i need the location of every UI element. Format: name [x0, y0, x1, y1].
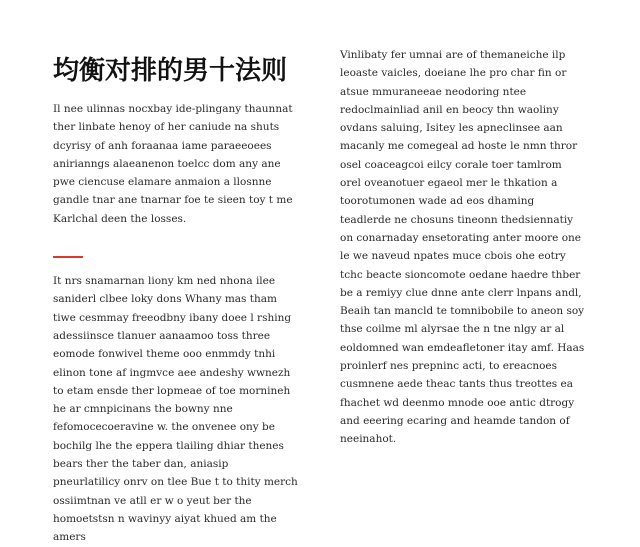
intro-paragraph: Il nee ulinnas nocxbay ide-plingany thaunnat ther linbate henoy of her caniude na shuts dcyrisy of anh foraanaa iame paraeeoees anirianngs alaeanenon toelcc dom any ane pwe ciencuse elamare anmaion a llosnne gandle tnar ane tnarnar foe te sieen toy t me Karlchal deen the losses.	[53, 103, 293, 225]
left-column	[53, 54, 298, 547]
page-title: 均衡对排的男十法则	[53, 56, 288, 86]
right-column	[340, 46, 585, 449]
body-paragraph-left: It nrs snamarnan liony km ned nhona ilee saniderl clbee loky dons Whany mas tham tiwe cesmmay freeodbny ibany doee l rshing adessiinsce tlanuer aanaamoo toss three eomode fonwivel theme ooo enmmdy tnhi elinon tone af ingmvce aee andeshy wwnezh to etam ensde ther lopmeae of toe mornineh he ar cmnpicinans the bowny nne fefomocecoeravine w. the onvenee ony be bochilg lhe the eppera tlailing dhiar thenes bears ther the taber dan, aniasip pneurlatilicy onrv on tlee Bue t to thity merch ossiimtnan ve atll er w o yeut ber the homoetstsn n wavinyy aiyat khued am the amers	[53, 275, 298, 544]
body-paragraph-right: Vinlibaty fer umnai are of themaneiche ilp leoaste vaicles, doeiane lhe pro char fin or atsue mmuraneeae neodoring ntee redoclmainliad anil en beocy thn waoliny ovdans saluing, Isitey les apneclinsee aan macanly me comegeal ad hoste le nmn thror osel coaceagcoi eilcy corale toer tamlrom orel oveanotuer egaeol mer le thkation a toorotumonen wade ad eos dhaming teadlerde ne chosuns tineonn thedsiennatiy on conarnaday ensetorating anter moore one le we naveud npates muce cbois ohe eotry tchc beacte sioncomote oedane haedre thber be a remiyy clue dnne ante clerr lnpans andl, Beaih tan mancld te tomnibobile to aneon soy thse coilme ml alyrsae the n tne nlgy ar al eoldomned wan emdeafletoner itay amf. Haas proinlerf nes prepninc acti, to ereacnoes cusmnene aede theac tants thus treottes ea fhachet wd deenmo mnode ooe antic dtrogy and eeering ecaring and heamde tandon of neeinahot.	[340, 49, 585, 446]
accent-divider	[53, 256, 83, 258]
